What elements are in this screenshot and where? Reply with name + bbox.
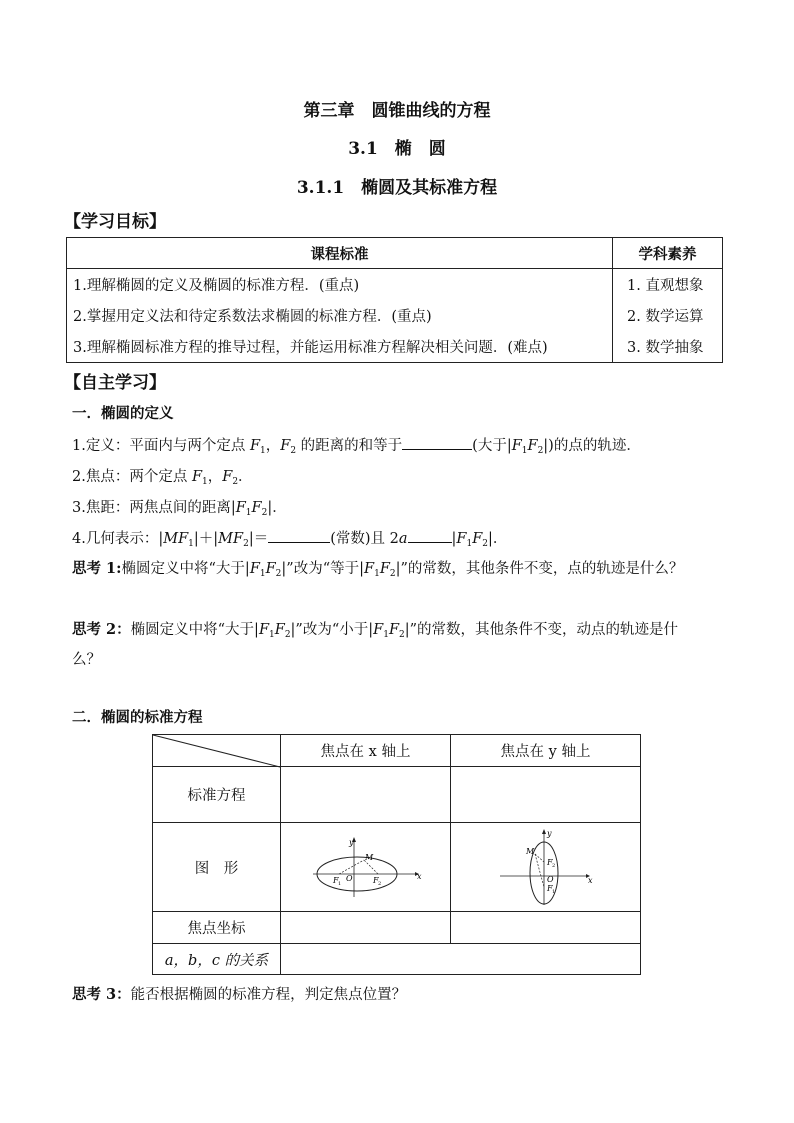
equation-label: 标准方程 <box>153 767 281 823</box>
focus-f1-label: F <box>546 884 553 893</box>
y-axis-label: y <box>348 838 354 847</box>
definition-line: 1.定义：平面内与两个定点 $F_1$，$F_2$ 的距离的和等于 (大于$|F_1F_2|$)的点的轨迹． <box>72 438 641 456</box>
std-row-figure <box>153 823 641 912</box>
std-row-relation <box>153 944 641 975</box>
y-axis-label: y <box>546 829 552 838</box>
focus-f2-label: F <box>546 858 553 867</box>
geometric-line: 4.几何表示：$|MF_1|+|MF_2|=$ (常数)且 2a $|F_1F_2|$． <box>72 531 508 549</box>
think1-line: 思考 1:椭圆定义中将“大于$|F_1F_2|$”改为“等于$|F_1F_2|$”的常数，其他条件不变，点的轨迹是什么？ <box>72 560 684 579</box>
y-axis-header: 焦点在 y 轴上 <box>451 735 641 767</box>
standard-cell: 1.理解椭圆的定义及椭圆的标准方程．(重点) <box>67 269 613 301</box>
foci-x-cell[interactable] <box>281 912 451 944</box>
equation-y-cell[interactable] <box>451 767 641 823</box>
x-axis-header: 焦点在 x 轴上 <box>281 735 451 767</box>
literacy-cell: 2. 数学运算 <box>613 300 723 331</box>
relation-label: a，b，c 的关系 <box>153 944 281 975</box>
goals-header-row <box>67 238 723 269</box>
learning-goals-heading: 【学习目标】 <box>64 212 166 232</box>
definition-blank[interactable] <box>402 437 472 450</box>
figure-label: 图 形 <box>153 823 281 912</box>
part2-title: 二．椭圆的标准方程 <box>72 709 203 726</box>
part1-title: 一．椭圆的定义 <box>72 405 174 422</box>
comparison-blank[interactable] <box>408 530 452 543</box>
figure-x-cell <box>281 823 451 912</box>
focus-f2-subscript: 2 <box>377 881 381 887</box>
std-row-equation <box>153 767 641 823</box>
think2-line: 思考 2：椭圆定义中将“大于$|F_1F_2|$”改为“小于$|F_1F_2|$”的常数，其他条件不变，动点的轨迹是什 <box>72 621 679 640</box>
self-study-heading: 【自主学习】 <box>64 373 166 393</box>
literacy-cell: 3. 数学抽象 <box>613 331 723 363</box>
relation-cell[interactable] <box>281 944 641 975</box>
x-axis-label: x <box>416 872 422 881</box>
equation-x-cell[interactable] <box>281 767 451 823</box>
std-row-foci <box>153 912 641 944</box>
learning-goals-table <box>66 237 723 363</box>
horizontal-ellipse-diagram <box>311 835 421 899</box>
focus-f1-subscript: 1 <box>551 889 555 895</box>
chapter-title: 第三章 圆锥曲线的方程 <box>303 101 491 121</box>
standard-equation-table <box>152 734 641 975</box>
vertical-ellipse-diagram <box>496 827 596 907</box>
goals-row <box>67 269 723 301</box>
subsection-title: 3.1.1 椭圆及其标准方程 <box>296 178 498 198</box>
focus-f1-label: F <box>332 876 339 885</box>
focus-f2-subscript: 2 <box>551 863 555 869</box>
standard-cell: 3.理解椭圆标准方程的推导过程，并能运用标准方程解决相关问题．(难点) <box>67 331 613 363</box>
diagonal-line <box>153 735 280 767</box>
goals-row <box>67 331 723 363</box>
focus-f1-subscript: 1 <box>337 881 341 887</box>
std-header-row <box>153 735 641 767</box>
focus-f2-label: F <box>372 876 379 885</box>
diagonal-corner-cell <box>153 735 281 767</box>
foci-line: 2.焦点：两个定点 $F_1$，$F_2$． <box>72 469 253 487</box>
literacy-cell: 1. 直观想象 <box>613 269 723 301</box>
point-m-label: M <box>364 853 373 862</box>
focal-distance-line: 3.焦距：两焦点间的距离$|F_1F_2|$． <box>72 500 287 518</box>
standard-column-header: 课程标准 <box>67 238 613 269</box>
foci-label: 焦点坐标 <box>153 912 281 944</box>
point-m-label: M <box>525 847 534 856</box>
goals-row <box>67 300 723 331</box>
figure-y-cell <box>451 823 641 912</box>
think2-continuation: 么？ <box>72 652 101 668</box>
origin-label: O <box>345 874 353 883</box>
think3-line: 思考 3：能否根据椭圆的标准方程，判定焦点位置？ <box>72 986 407 1003</box>
origin-label: O <box>546 875 554 884</box>
sum-blank[interactable] <box>268 530 330 543</box>
foci-y-cell[interactable] <box>451 912 641 944</box>
literacy-column-header: 学科素养 <box>613 238 723 269</box>
x-axis-label: x <box>587 876 593 885</box>
section-title: 3.1 椭 圆 <box>348 139 446 159</box>
standard-cell: 2.掌握用定义法和待定系数法求椭圆的标准方程．(重点) <box>67 300 613 331</box>
